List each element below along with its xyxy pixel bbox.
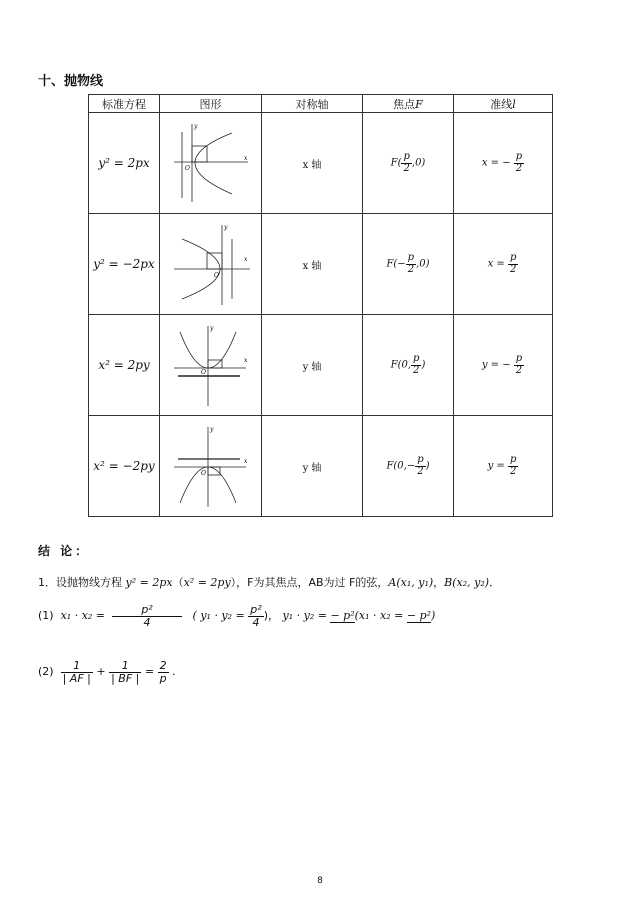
separator: ， <box>433 576 445 589</box>
symmetry-axis: x 轴 <box>262 214 363 315</box>
symmetry-axis: y 轴 <box>262 416 363 517</box>
parabola-graph-icon <box>170 118 252 208</box>
x-axis-label: x <box>243 155 247 162</box>
y-axis-label: y <box>209 426 213 433</box>
equation: y² = 2px <box>125 576 173 589</box>
standard-equation: y² = −2px <box>89 214 160 315</box>
x-axis-label: x <box>243 357 247 364</box>
header-graph: 图形 <box>160 95 262 113</box>
y-axis-label: y <box>193 123 197 130</box>
item-label: (2) <box>38 665 54 679</box>
period: . <box>172 665 176 679</box>
plus-sign: + <box>96 665 106 679</box>
table-row <box>89 315 553 416</box>
x-axis-label: x <box>243 256 247 263</box>
paren: （ <box>172 576 184 589</box>
header-directrix: 准线l <box>454 95 553 113</box>
conclusion-item-1-2 <box>38 660 176 684</box>
formula-lhs: x₁ · x₂ = <box>60 609 106 623</box>
origin-label: O <box>184 165 190 172</box>
parabola-graph-icon <box>170 421 252 511</box>
item-label: (1) <box>38 609 54 623</box>
parabola-graph <box>160 113 262 214</box>
x-axis-label: x <box>243 458 247 465</box>
page-number: 8 <box>317 876 323 886</box>
item-text: ，F为其焦点，AB为过 F的弦， <box>236 576 389 589</box>
table-row <box>89 214 553 315</box>
fraction: $\frac{\text{p²}}{4}$ <box>250 603 262 629</box>
origin-label: O <box>213 272 219 279</box>
conclusion-item-1 <box>38 574 500 590</box>
point-a: A(x₁, y₁) <box>388 576 434 589</box>
item-text: 设抛物线方程 <box>56 576 122 589</box>
table-header-row <box>89 95 553 113</box>
fraction: $\frac{2}{p}$ <box>159 659 167 685</box>
focus: F(− $\frac{p}{2}$ ,0) <box>363 214 454 315</box>
symmetry-axis: x 轴 <box>262 113 363 214</box>
formula-answer: − p² <box>330 609 355 623</box>
parabola-graph <box>160 315 262 416</box>
standard-equation: x² = 2py <box>89 315 160 416</box>
standard-equation: x² = −2py <box>89 416 160 517</box>
directrix: y = − $\frac{p}{2}$ <box>454 315 553 416</box>
fraction: $\frac{1}{| BF |}$ <box>111 659 140 685</box>
period: ． <box>489 576 501 589</box>
comma: ， <box>267 609 279 623</box>
header-standard-equation: 标准方程 <box>89 95 160 113</box>
section-title: 十、抛物线 <box>38 74 104 89</box>
symmetry-axis: y 轴 <box>262 315 363 416</box>
focus: F(0, $\frac{p}{2}$ ) <box>363 315 454 416</box>
paren: ） <box>230 576 237 589</box>
table-row <box>89 113 553 214</box>
parabola-graph <box>160 214 262 315</box>
formula-text: (x₁ · x₂ = <box>354 609 404 623</box>
parabola-graph-icon <box>170 219 252 309</box>
directrix: y = $\frac{p}{2}$ <box>454 416 553 517</box>
fraction: $\frac{\text{p²}}{4}$ <box>112 604 182 628</box>
paren: ) <box>263 609 268 623</box>
fraction: $\frac{1}{| AF |}$ <box>62 659 91 685</box>
item-number: 1． <box>38 576 56 589</box>
origin-label: O <box>200 369 206 376</box>
directrix: x = − $\frac{p}{2}$ <box>454 113 553 214</box>
standard-equation: y² = 2px <box>89 113 160 214</box>
focus: F(0,− $\frac{p}{2}$ ) <box>363 416 454 517</box>
conclusion-item-1-1 <box>38 604 435 628</box>
equals-sign: = <box>144 665 155 679</box>
parabola-graph-icon <box>170 320 252 410</box>
paren: ) <box>431 609 436 623</box>
y-axis-label: y <box>223 224 227 231</box>
conclusion-title: 结 论： <box>38 544 91 558</box>
y-axis-label: y <box>209 325 213 332</box>
header-symmetry-axis: 对称轴 <box>262 95 363 113</box>
focus: F( $\frac{p}{2}$ ,0) <box>363 113 454 214</box>
directrix: x = $\frac{p}{2}$ <box>454 214 553 315</box>
parabola-graph <box>160 416 262 517</box>
formula-answer: − p² <box>406 609 432 623</box>
header-focus: 焦点F <box>363 95 454 113</box>
formula-text: ( y₁ · y₂ = <box>192 609 245 623</box>
equation: x² = 2py <box>183 576 231 589</box>
formula-text: y₁ · y₂ = <box>282 609 327 623</box>
origin-label: O <box>200 470 206 477</box>
parabola-table <box>88 94 553 517</box>
table-row <box>89 416 553 517</box>
point-b: B(x₂, y₂) <box>444 576 490 589</box>
